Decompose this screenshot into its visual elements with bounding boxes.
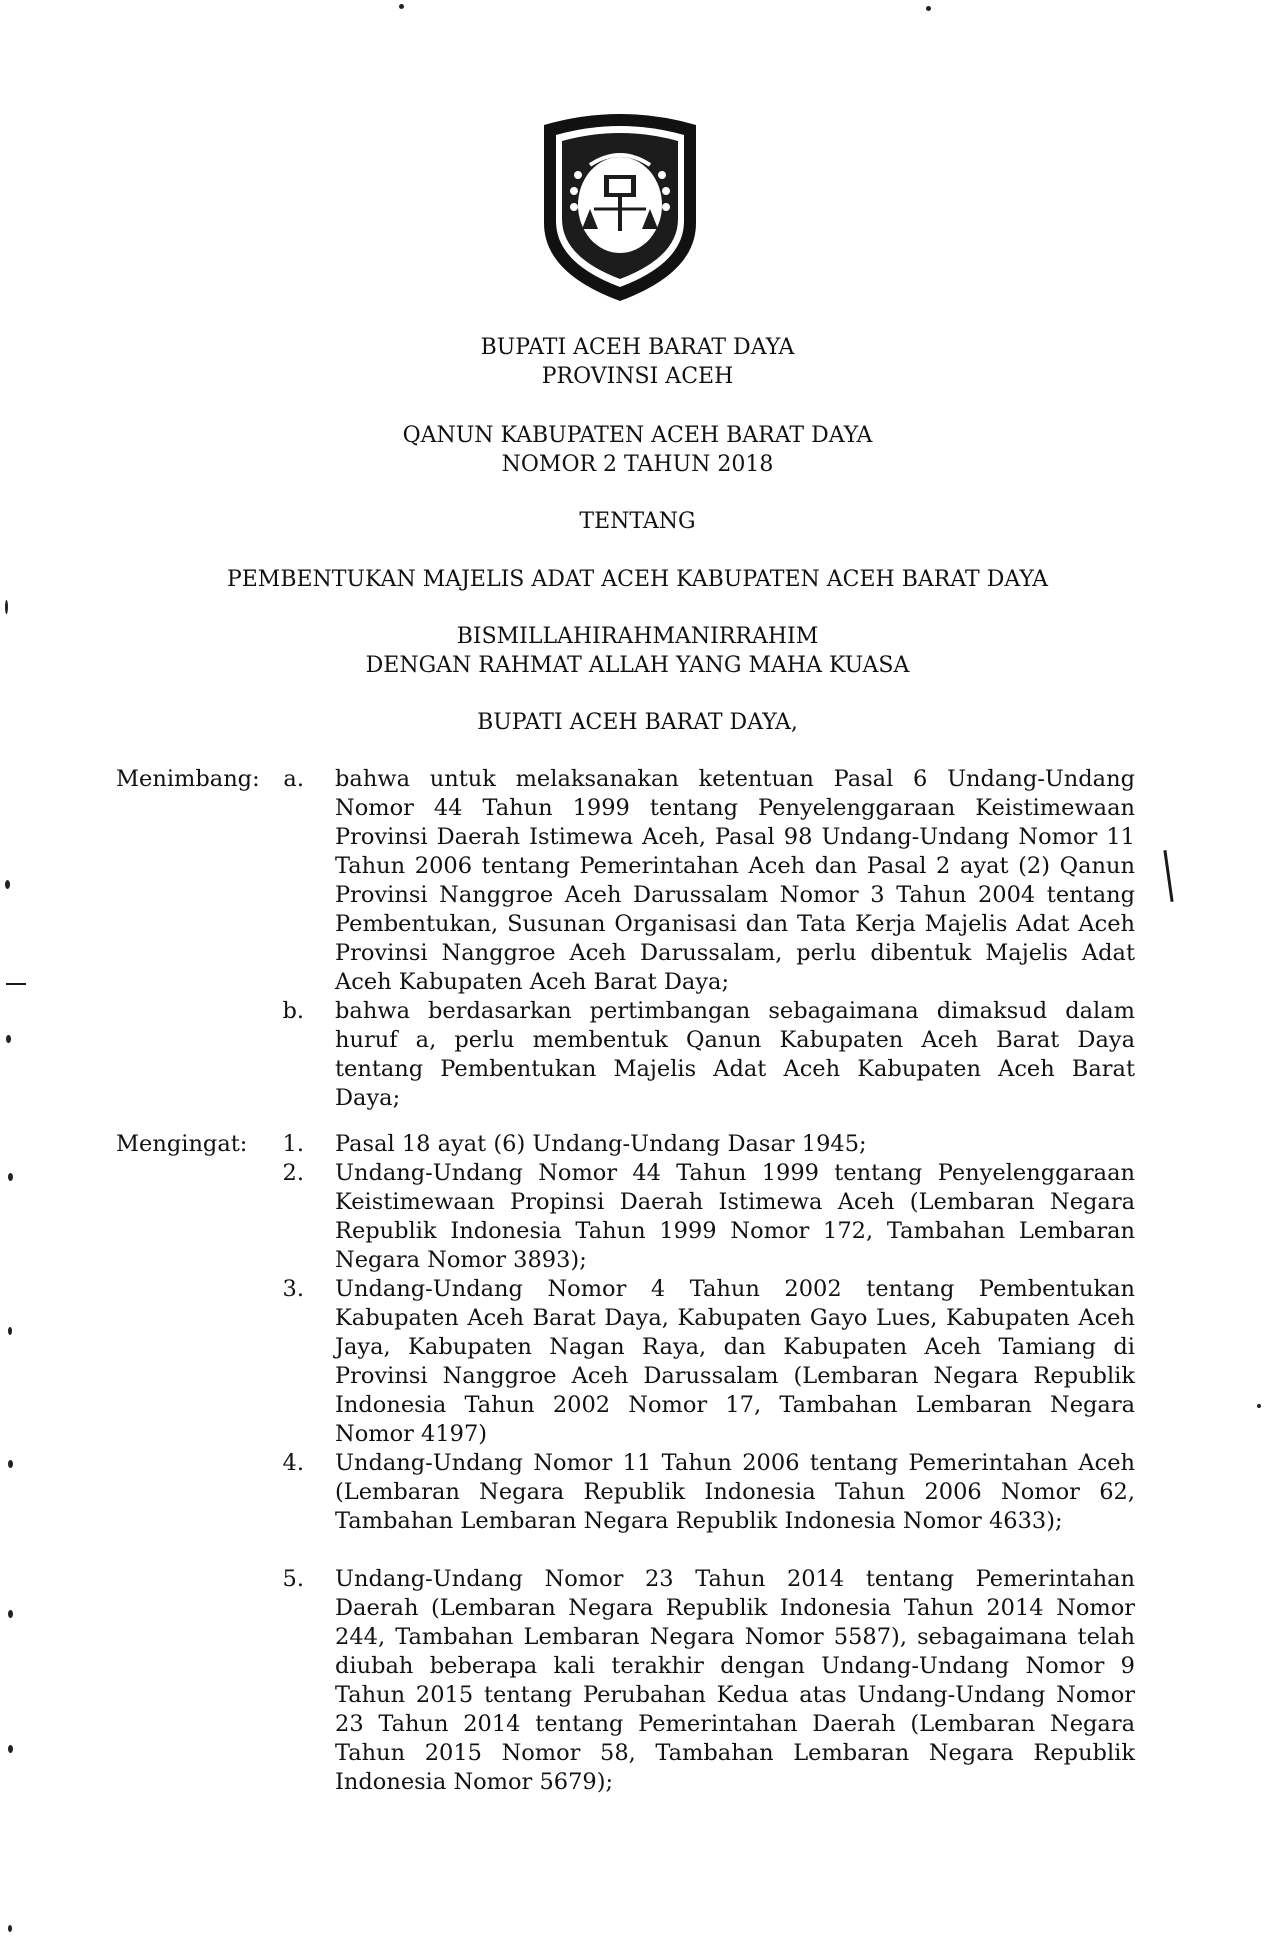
invocation-line: DENGAN RAHMAT ALLAH YANG MAHA KUASA xyxy=(365,653,910,678)
scan-speck xyxy=(8,1327,12,1335)
province-title: PROVINSI ACEH xyxy=(541,364,734,389)
scan-speck xyxy=(5,600,8,614)
scan-speck xyxy=(8,1460,13,1468)
invocation xyxy=(0,622,1275,680)
item-text: Undang-Undang Nomor 23 Tahun 2014 tentang Pemerintahan Daerah (Lembaran Negara Republik Indonesia Tahun 2014 Nomor 244, Tambahan Lembaran Negara Nomor 5587), sebagaimana telah diubah beberapa kali terakhir dengan Undang-Undang Nomor 9 Tahun 2015 tentang Perubahan Kedua atas Undang-Undang Nomor 23 Tahun 2014 tentang Pemerintahan Daerah (Lembaran Negara Tahun 2015 Nomor 58, Tambahan Lembaran Negara Republik Indonesia Nomor 5679); xyxy=(335,1566,1135,1795)
qanun-title xyxy=(0,421,1275,479)
scan-mark xyxy=(6,983,26,985)
item-marker: 4. xyxy=(282,1450,304,1476)
scan-speck xyxy=(8,1173,13,1181)
item-text: bahwa untuk melaksanakan ketentuan Pasal 6 Undang-Undang Nomor 44 Tahun 1999 tentang Penyelenggaraan Keistimewaan Provinsi Daerah Istimewa Aceh, Pasal 98 Undang-Undang Nomor 11 Tahun 2006 tentang Pemerintahan Aceh dan Pasal 2 ayat (2) Qanun Provinsi Nanggroe Aceh Darussalam Nomor 3 Tahun 2004 tentang Pembentukan, Susunan Organisasi dan Tata Kerja Majelis Adat Aceh Provinsi Nanggroe Aceh Darussalam, perlu dibentuk Majelis Adat Aceh Kabupaten Aceh Barat Daya; xyxy=(335,766,1135,995)
scan-speck xyxy=(1257,1404,1261,1408)
item-text: Pasal 18 ayat (6) Undang-Undang Dasar 1945; xyxy=(335,1131,867,1157)
scan-speck xyxy=(5,880,10,889)
item-marker: 3. xyxy=(282,1276,304,1302)
item-text: Undang-Undang Nomor 44 Tahun 1999 tentang Penyelenggaraan Keistimewaan Propinsi Daerah Istimewa Aceh (Lembaran Negara Republik Indonesia Tahun 1999 Nomor 172, Tambahan Lembaran Negara Nomor 3893); xyxy=(335,1160,1135,1273)
item-marker: 1. xyxy=(282,1131,304,1157)
item-text: Undang-Undang Nomor 4 Tahun 2002 tentang Pembentukan Kabupaten Aceh Barat Daya, Kabupaten Gayo Lues, Kabupaten Aceh Jaya, Kabupaten Nagan Raya, dan Kabupaten Aceh Tamiang di Provinsi Nanggroe Aceh Darussalam (Lembaran Negara Republik Indonesia Tahun 2002 Nomor 17, Tambahan Lembaran Negara Nomor 4197) xyxy=(335,1276,1135,1447)
section-label: Menimbang: xyxy=(116,766,260,792)
scan-speck xyxy=(8,1610,13,1618)
basmalah: BISMILLAHIRAHMANIRRAHIM xyxy=(456,624,819,649)
scan-speck xyxy=(8,1745,13,1753)
scan-mark xyxy=(1163,850,1173,902)
issuer-header xyxy=(0,333,1275,391)
item-marker: b. xyxy=(282,998,304,1024)
issuer-statement: BUPATI ACEH BARAT DAYA, xyxy=(477,710,798,735)
about-heading: TENTANG xyxy=(579,509,696,534)
section-label: Mengingat: xyxy=(116,1131,248,1157)
subject-heading: PEMBENTUKAN MAJELIS ADAT ACEH KABUPATEN ACEH BARAT DAYA xyxy=(226,567,1049,592)
item-text: bahwa berdasarkan pertimbangan sebagaimana dimaksud dalam huruf a, perlu membentuk Qanun Kabupaten Aceh Barat Daya tentang Pembentukan Majelis Adat Aceh Kabupaten Aceh Barat Daya; xyxy=(335,998,1135,1111)
item-marker: 5. xyxy=(282,1566,304,1592)
scan-speck xyxy=(399,4,404,9)
scan-speck xyxy=(6,1035,11,1043)
issuer-title: BUPATI ACEH BARAT DAYA xyxy=(480,335,795,360)
item-marker: a. xyxy=(283,766,304,792)
item-marker: 2. xyxy=(282,1160,304,1186)
qanun-name: QANUN KABUPATEN ACEH BARAT DAYA xyxy=(402,423,873,448)
scan-speck xyxy=(926,6,931,11)
regency-emblem-icon xyxy=(530,105,710,305)
qanun-number: NOMOR 2 TAHUN 2018 xyxy=(501,452,774,477)
item-text: Undang-Undang Nomor 11 Tahun 2006 tentang Pemerintahan Aceh (Lembaran Negara Republik Indonesia Tahun 2006 Nomor 62, Tambahan Lembaran Negara Republik Indonesia Nomor 4633); xyxy=(335,1450,1135,1534)
scan-speck xyxy=(8,1925,12,1932)
